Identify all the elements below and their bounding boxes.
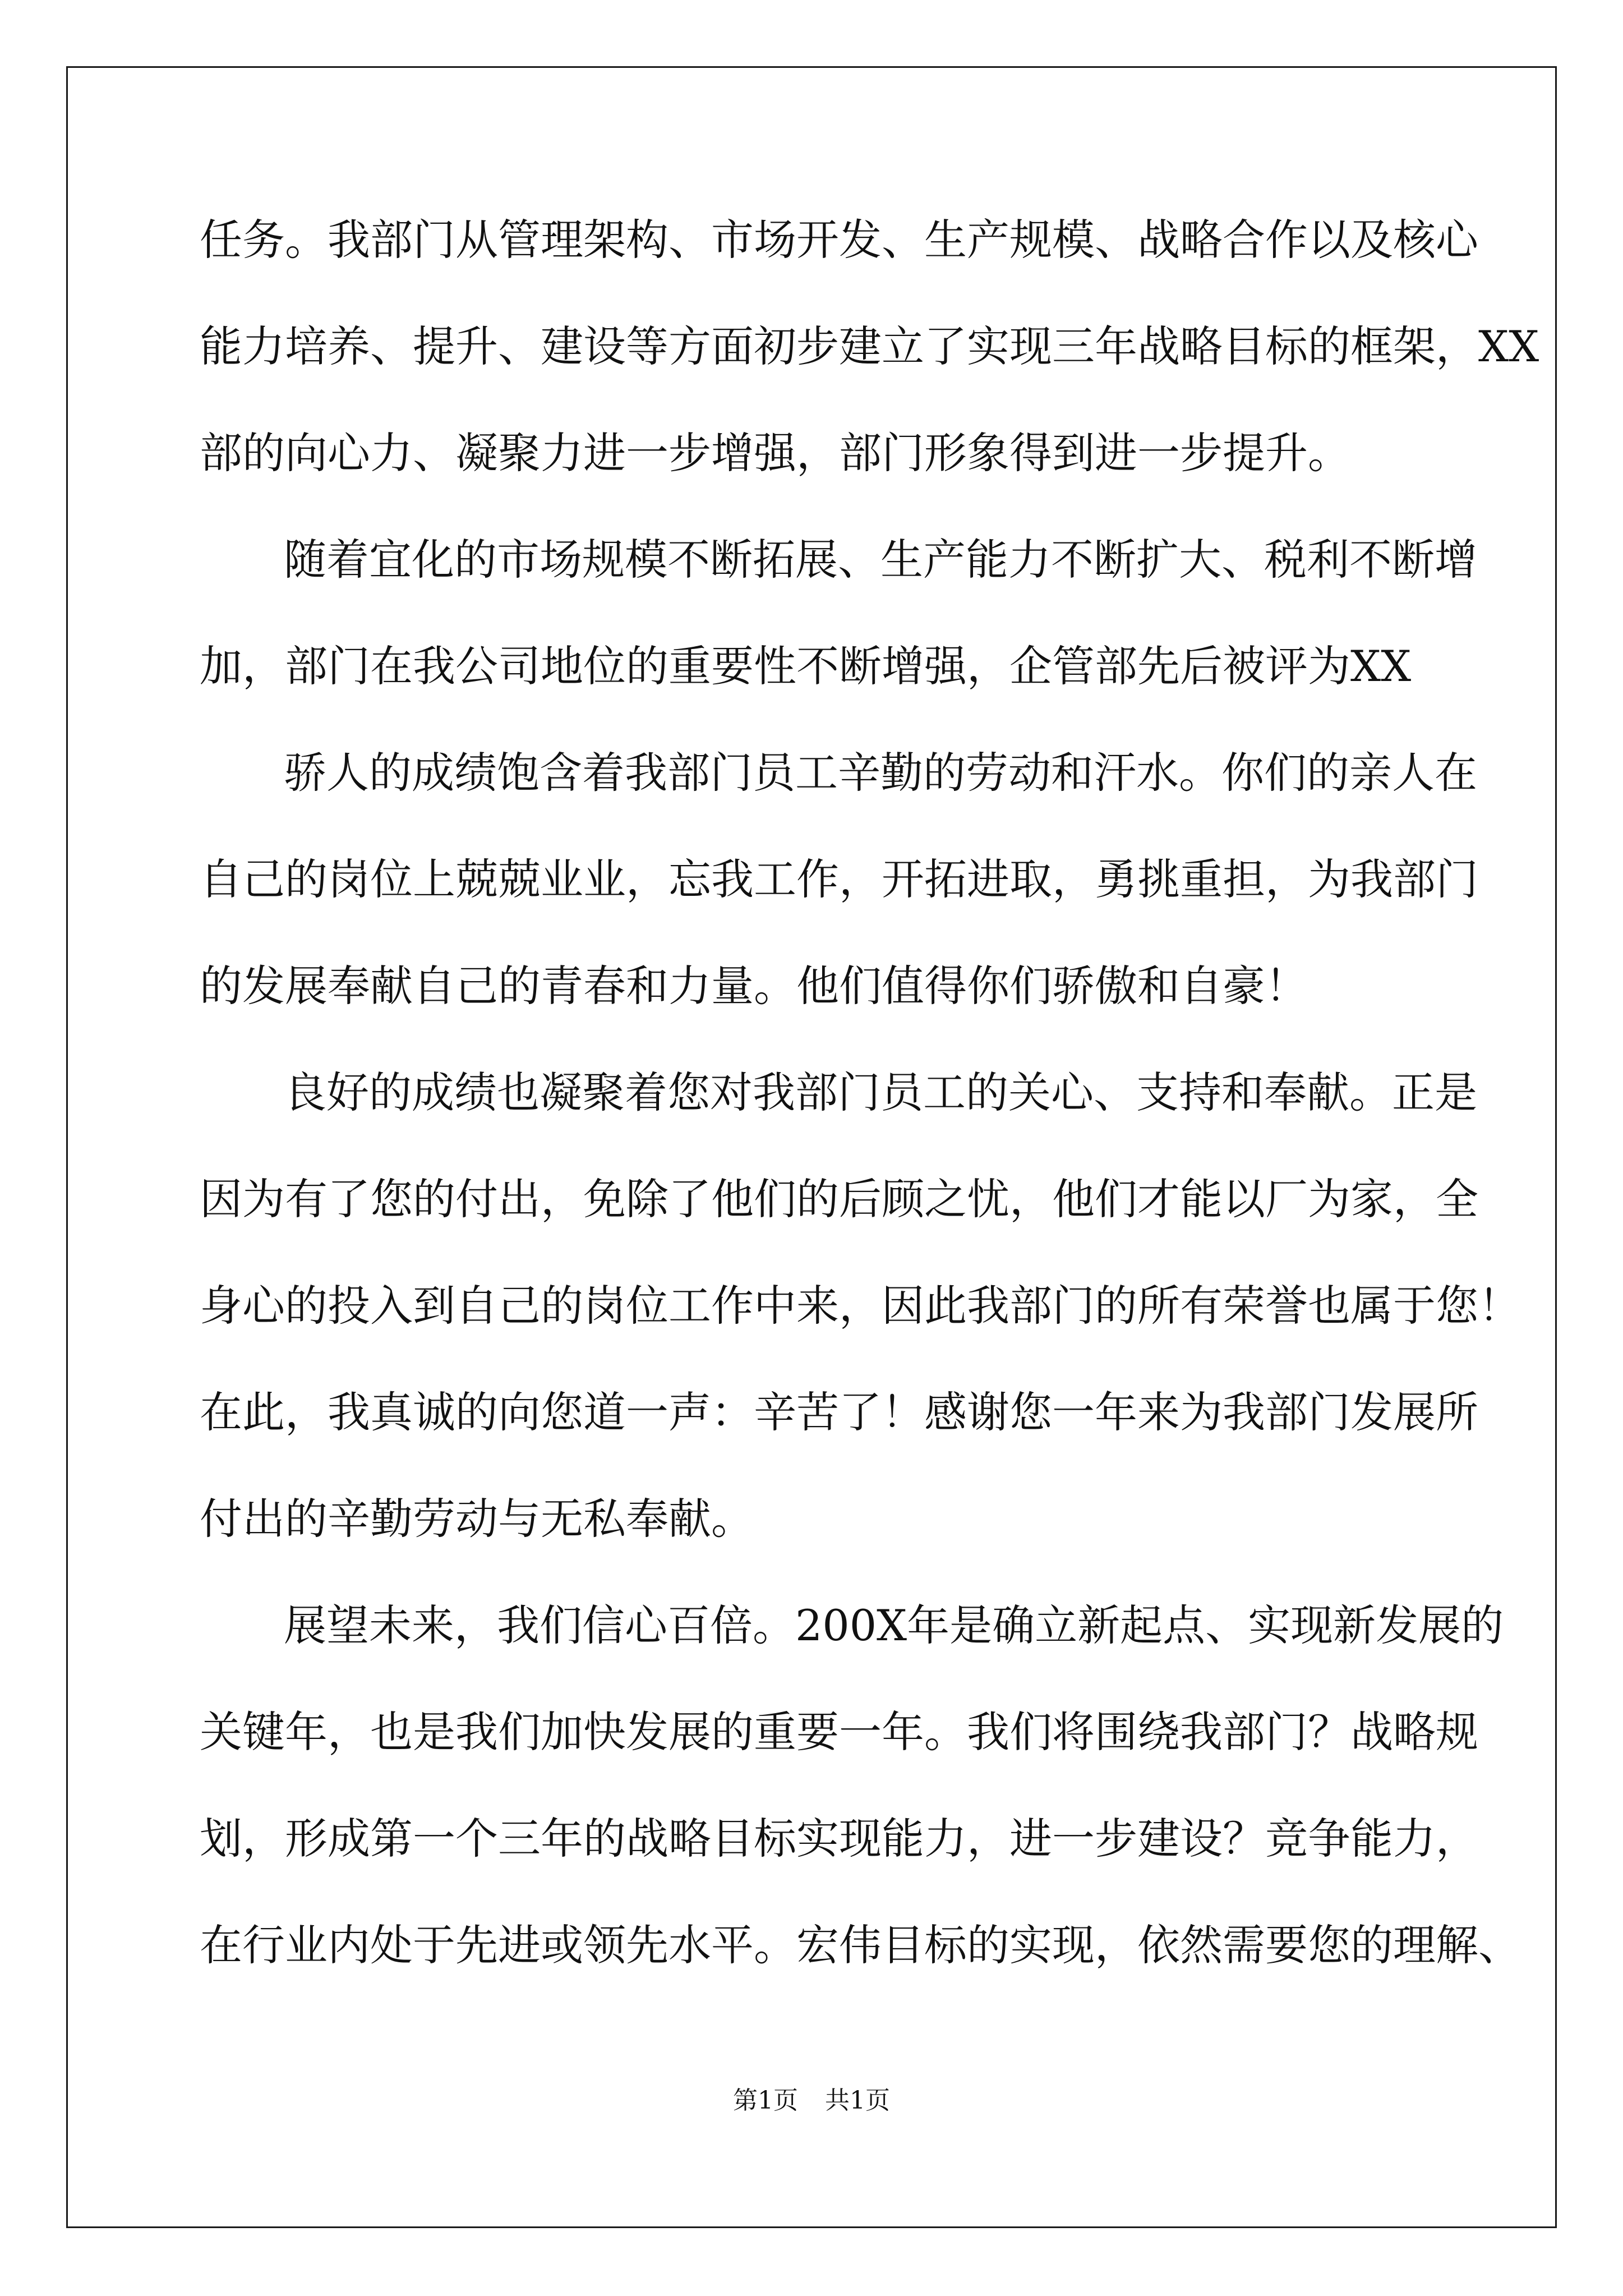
text-line: 骄人的成绩饱含着我部门员工辛勤的劳动和汗水。你们的亲人在 — [284, 748, 1477, 798]
page-number-current: 第1页 — [733, 2086, 798, 2115]
text-line: 的发展奉献自己的青春和力量。他们值得你们骄傲和自豪！ — [200, 961, 1308, 1011]
text-line: 因为有了您的付出，免除了他们的后顾之忧，他们才能以厂为家，全 — [200, 1174, 1478, 1224]
text-line: 在行业内处于先进或领先水平。宏伟目标的实现，依然需要您的理解、 — [200, 1920, 1521, 1970]
text-line: 展望未来，我们信心百倍。200X年是确立新起点、实现新发展的 — [284, 1600, 1504, 1650]
text-line: 身心的投入到自己的岗位工作中来，因此我部门的所有荣誉也属于您！ — [200, 1281, 1521, 1331]
text-line: 付出的辛勤劳动与无私奉献。 — [200, 1494, 754, 1544]
text-line: 能力培养、提升、建设等方面初步建立了实现三年战略目标的框架，XX — [200, 321, 1539, 371]
text-line: 良好的成绩也凝聚着您对我部门员工的关心、支持和奉献。正是 — [284, 1068, 1477, 1117]
text-line: 在此，我真诚的向您道一声：辛苦了！感谢您一年来为我部门发展所 — [200, 1387, 1478, 1437]
text-line: 部的向心力、凝聚力进一步增强，部门形象得到进一步提升。 — [200, 428, 1350, 478]
text-line: 任务。我部门从管理架构、市场开发、生产规模、战略合作以及核心 — [200, 215, 1478, 265]
document-body — [200, 208, 1539, 2019]
text-line: 自己的岗位上兢兢业业，忘我工作，开拓进取，勇挑重担，为我部门 — [200, 854, 1478, 904]
text-line: 划，形成第一个三年的战略目标实现能力，进一步建设？竞争能力， — [200, 1814, 1478, 1864]
text-line: 加，部门在我公司地位的重要性不断增强，企管部先后被评为XX — [200, 641, 1412, 691]
text-line: 关键年，也是我们加快发展的重要一年。我们将围绕我部门？战略规 — [200, 1707, 1478, 1757]
page-footer — [0, 2084, 1623, 2118]
text-line: 随着宜化的市场规模不断拓展、生产能力不断扩大、税利不断增 — [284, 535, 1477, 585]
page-number-total: 共1页 — [825, 2086, 890, 2115]
